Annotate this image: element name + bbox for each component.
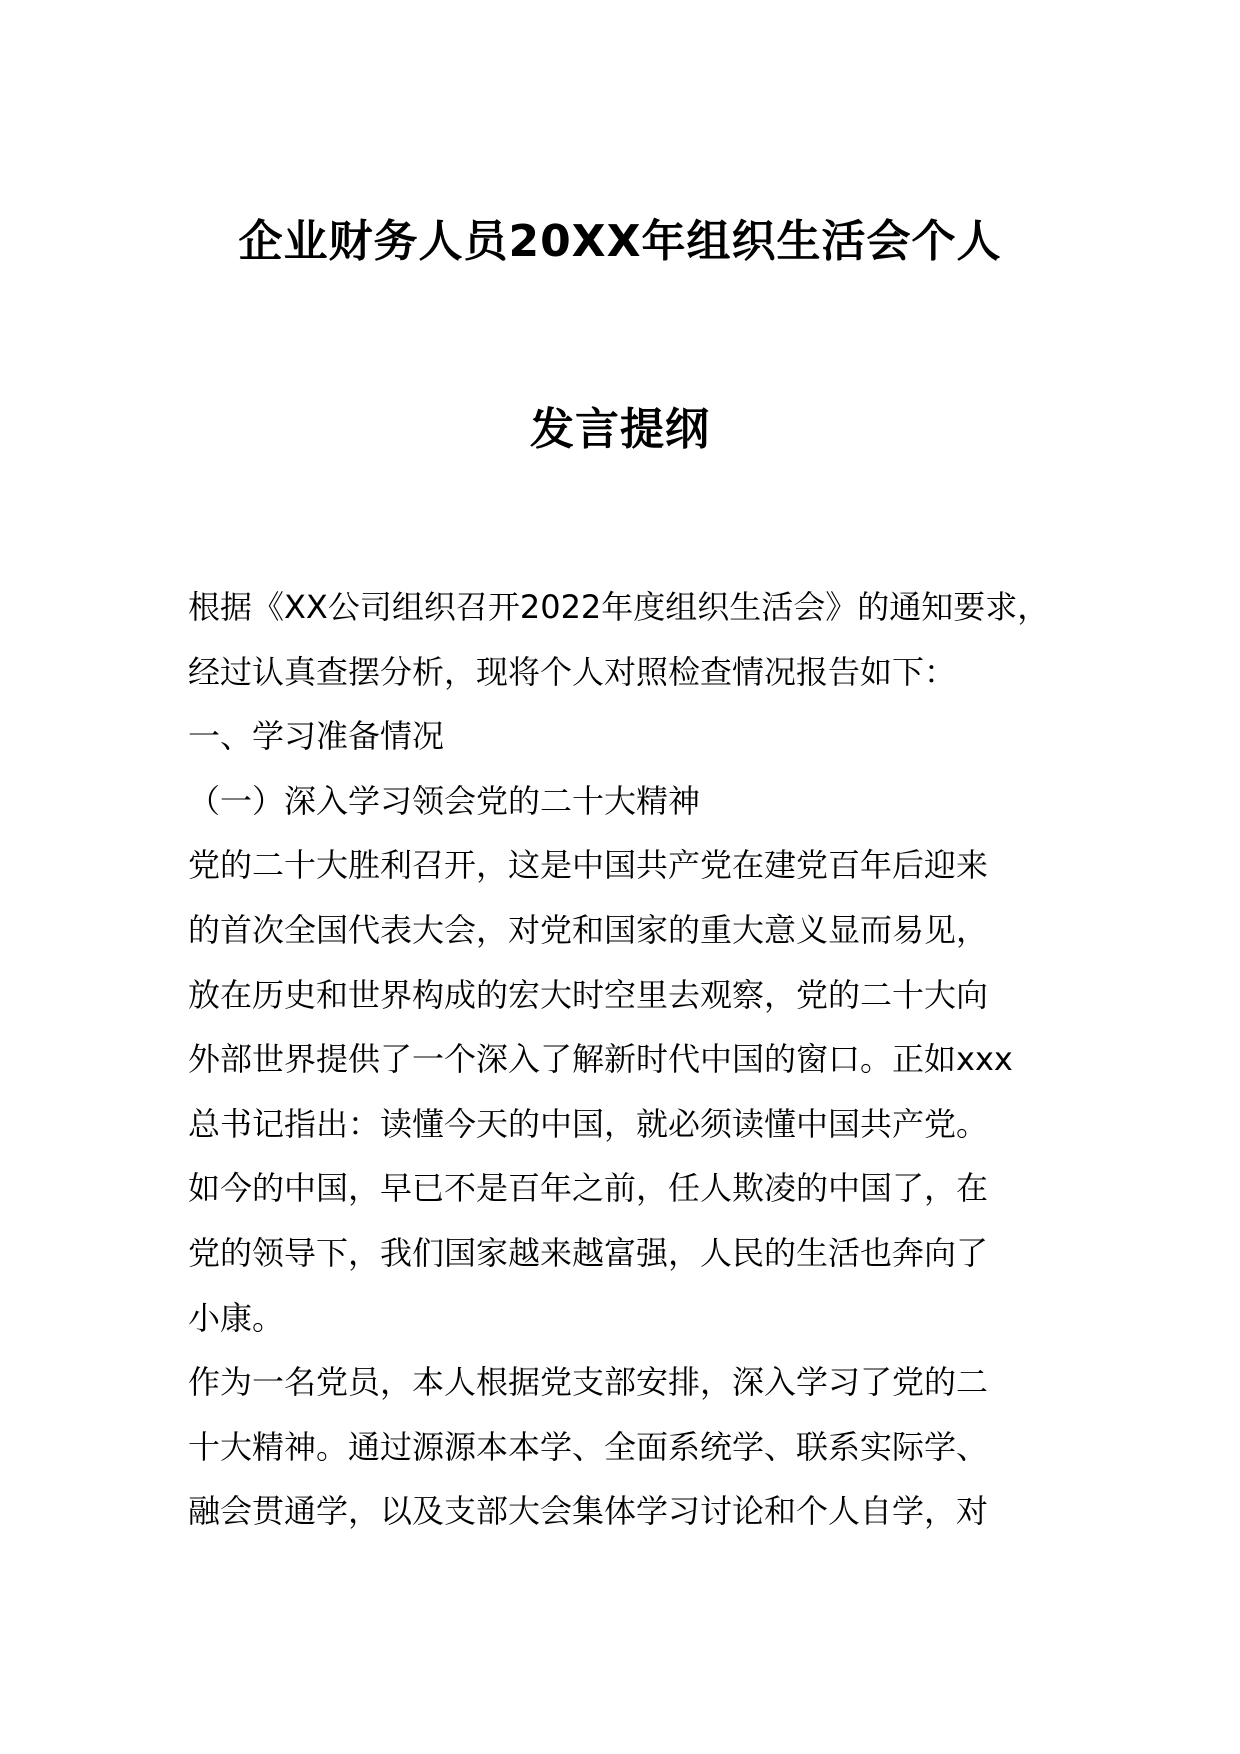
paragraph-line: 总书记指出：读懂今天的中国，就必须读懂中国共产党。 bbox=[188, 1104, 989, 1143]
paragraph-line: 党的二十大胜利召开，这是中国共产党在建党百年后迎来 bbox=[188, 846, 989, 885]
intro-line: 根据《XX公司组织召开2022年度组织生活会》的通知要求， bbox=[188, 588, 1050, 626]
subsection-heading: （一）深入学习领会党的二十大精神 bbox=[188, 781, 701, 820]
paragraph-line: 外部世界提供了一个深入了解新时代中国的窗口。正如xxx bbox=[188, 1040, 1013, 1079]
paragraph-line: 作为一名党员，本人根据党支部安排，深入学习了党的二 bbox=[188, 1363, 989, 1402]
document-body bbox=[188, 575, 1088, 1544]
paragraph-line: 小康。 bbox=[188, 1298, 285, 1337]
document-title-line-1: 企业财务人员20XX年组织生活会个人 bbox=[238, 216, 1002, 267]
section-heading: 一、学习准备情况 bbox=[188, 717, 445, 756]
intro-line: 经过认真查摆分析，现将个人对照检查情况报告如下： bbox=[188, 652, 957, 691]
paragraph-line: 的首次全国代表大会，对党和国家的重大意义显而易见， bbox=[188, 910, 989, 949]
paragraph-line: 放在历史和世界构成的宏大时空里去观察，党的二十大向 bbox=[188, 975, 989, 1014]
paragraph-line: 十大精神。通过源源本本学、全面系统学、联系实际学、 bbox=[188, 1427, 989, 1466]
paragraph-line: 党的领导下，我们国家越来越富强，人民的生活也奔向了 bbox=[188, 1233, 989, 1272]
paragraph-line: 如今的中国，早已不是百年之前，任人欺凌的中国了，在 bbox=[188, 1169, 989, 1208]
paragraph-line: 融会贯通学，以及支部大会集体学习讨论和个人自学，对 bbox=[188, 1492, 989, 1531]
document-title-line-2: 发言提纲 bbox=[530, 404, 710, 455]
